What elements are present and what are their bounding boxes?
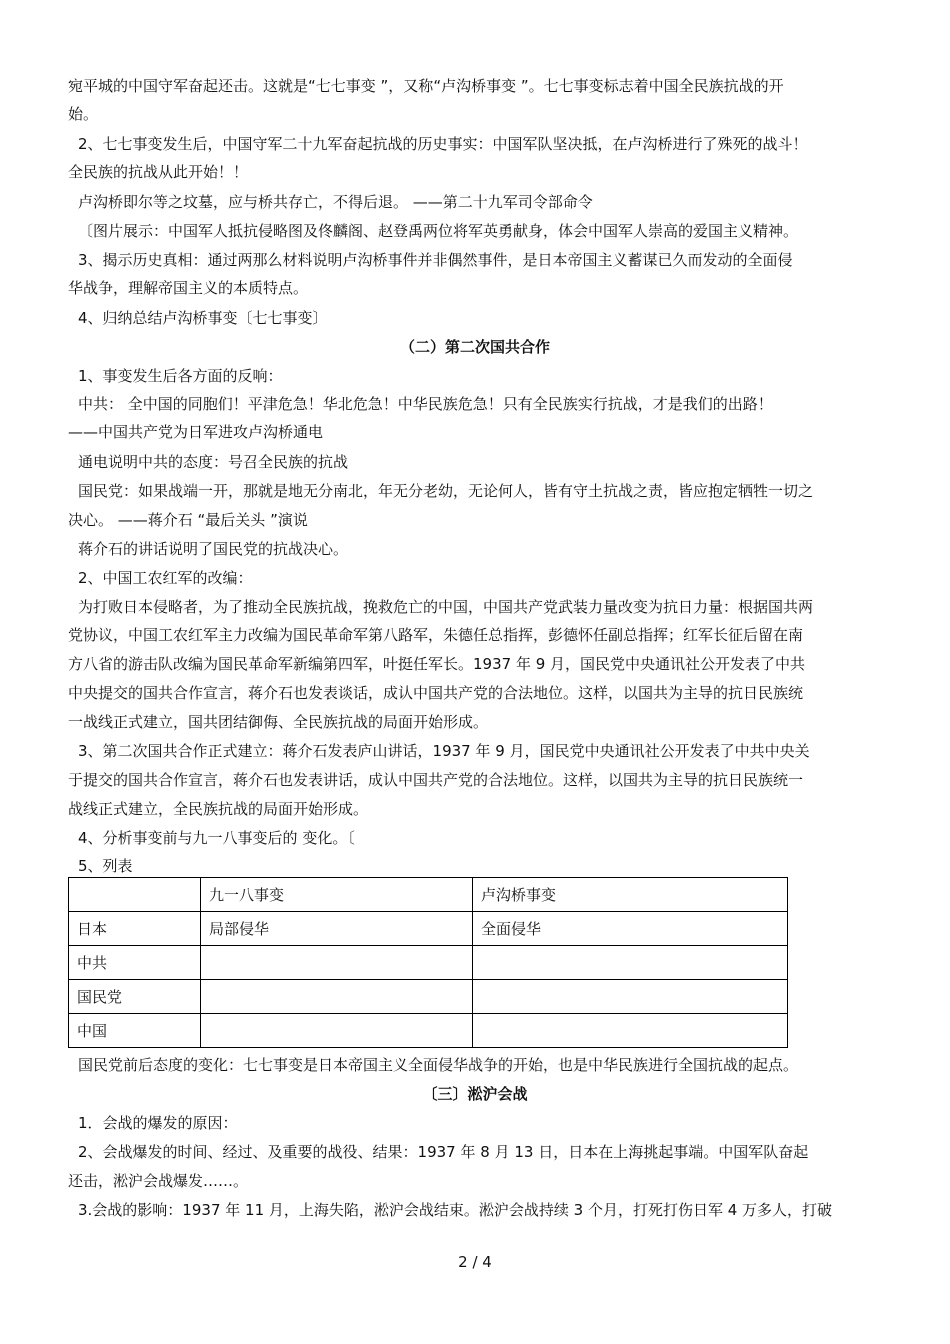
text-line: 于提交的国共合作宣言，蒋介石也发表讲话，成认中国共产党的合法地位。这样，以国共为主导的抗日民族统一	[68, 771, 804, 789]
text-line: 方八省的游击队改编为国民革命军新编第四军，叶挺任军长。1937 年 9 月，国民党中央通讯社公开发表了中共	[68, 655, 806, 673]
table-cell: 国民党	[69, 980, 201, 1014]
text-line: 全民族的抗战从此开始！！	[68, 163, 249, 181]
text-line: 2、七七事变发生后，中国守军二十九军奋起抗战的历史事实：中国军队坚决抵，在卢沟桥进行了殊死的战斗！	[78, 135, 808, 153]
table-cell: 九一八事变	[201, 878, 473, 912]
text-line: 宛平城的中国守军奋起还击。这就是“七七事变 ”，又称“卢沟桥事变 ”。七七事变标志着中国全民族抗战的开	[68, 77, 784, 95]
text-line: 党协议，中国工农红军主力改编为国民革命军第八路军，朱德任总指挥，彭德怀任副总指挥；红军长征后留在南	[68, 626, 804, 644]
table-cell	[473, 946, 788, 980]
text-line: 卢沟桥即尔等之坟墓，应与桥共存亡，不得后退。 ——第二十九军司令部命令	[78, 193, 593, 211]
comparison-table	[68, 877, 788, 1048]
table-cell: 日本	[69, 912, 201, 946]
table-cell: 局部侵华	[201, 912, 473, 946]
text-line: 4、分析事变前与九一八事变后的 变化。〔	[78, 829, 355, 847]
text-line: 中共： 全中国的同胞们！平津危急！华北危急！中华民族危急！只有全民族实行抗战，才是我们的出路！	[78, 395, 773, 413]
text-line: 一战线正式建立，国共团结御侮、全民族抗战的局面开始形成。	[68, 713, 489, 731]
table-cell	[201, 946, 473, 980]
text-line: 还击，淞沪会战爆发……。	[68, 1172, 249, 1190]
text-line: 中央提交的国共合作宣言，蒋介石也发表谈话，成认中国共产党的合法地位。这样，以国共为主导的抗日民族统	[68, 684, 804, 702]
table-cell: 中共	[69, 946, 201, 980]
text-line: 4、归纳总结卢沟桥事变〔七七事变〕	[78, 309, 328, 327]
text-line: 5、列表	[78, 857, 133, 875]
table-cell	[69, 878, 201, 912]
text-line: 〔图片展示：中国军人抵抗侵略图及佟麟阁、赵登禹两位将军英勇献身，体会中国军人崇高的爱国主义精神。	[78, 222, 799, 240]
page-number: 2 / 4	[458, 1253, 492, 1271]
text-line: 3.会战的影响：1937 年 11 月，上海失陷，淞沪会战结束。淞沪会战持续 3 个月，打死打伤日军 4 万多人，打破	[78, 1201, 833, 1219]
text-line: 国民党前后态度的变化：七七事变是日本帝国主义全面侵华战争的开始，也是中华民族进行全国抗战的起点。	[78, 1056, 799, 1074]
text-line: 蒋介石的讲话说明了国民党的抗战决心。	[78, 540, 349, 558]
table-header-row	[69, 878, 788, 912]
table-row	[69, 1014, 788, 1048]
table-cell: 卢沟桥事变	[473, 878, 788, 912]
table-cell: 中国	[69, 1014, 201, 1048]
table-cell	[201, 980, 473, 1014]
table-cell: 全面侵华	[473, 912, 788, 946]
text-line: 3、第二次国共合作正式建立：蒋介石发表庐山讲话，1937 年 9 月，国民党中央通讯社公开发表了中共中央关	[78, 742, 810, 760]
table-row	[69, 980, 788, 1014]
text-line: 决心。 ——蒋介石 “最后关头 ”演说	[68, 511, 308, 529]
table-cell	[201, 1014, 473, 1048]
text-line: 通电说明中共的态度：号召全民族的抗战	[78, 453, 349, 471]
text-line: 国民党：如果战端一开，那就是地无分南北，年无分老幼，无论何人，皆有守土抗战之责，皆应抱定牺牲一切之	[78, 482, 814, 500]
table-cell	[473, 1014, 788, 1048]
table-row	[69, 946, 788, 980]
text-line: 3、揭示历史真相：通过两那么材料说明卢沟桥事件并非偶然事件，是日本帝国主义蓄谋已久而发动的全面侵	[78, 251, 793, 269]
section-heading: 〔三〕淞沪会战	[422, 1085, 528, 1103]
section-heading: （二）第二次国共合作	[399, 338, 550, 356]
text-line: 战线正式建立，全民族抗战的局面开始形成。	[68, 800, 369, 818]
text-line: 为打败日本侵略者，为了推动全民族抗战，挽救危亡的中国，中国共产党武装力量改变为抗日力量：根据国共两	[78, 598, 814, 616]
text-line: 始。	[68, 105, 99, 123]
table-row	[69, 912, 788, 946]
table-cell	[473, 980, 788, 1014]
text-line: 1、事变发生后各方面的反响：	[78, 367, 283, 385]
text-line: 2、中国工农红军的改编：	[78, 569, 253, 587]
text-line: 华战争，理解帝国主义的本质特点。	[68, 279, 309, 297]
text-line: 1．会战的爆发的原因：	[78, 1114, 238, 1132]
text-line: 2、会战爆发的时间、经过、及重要的战役、结果：1937 年 8 月 13 日，日本在上海挑起事端。中国军队奋起	[78, 1143, 809, 1161]
text-line: ——中国共产党为日军进攻卢沟桥通电	[68, 423, 324, 441]
